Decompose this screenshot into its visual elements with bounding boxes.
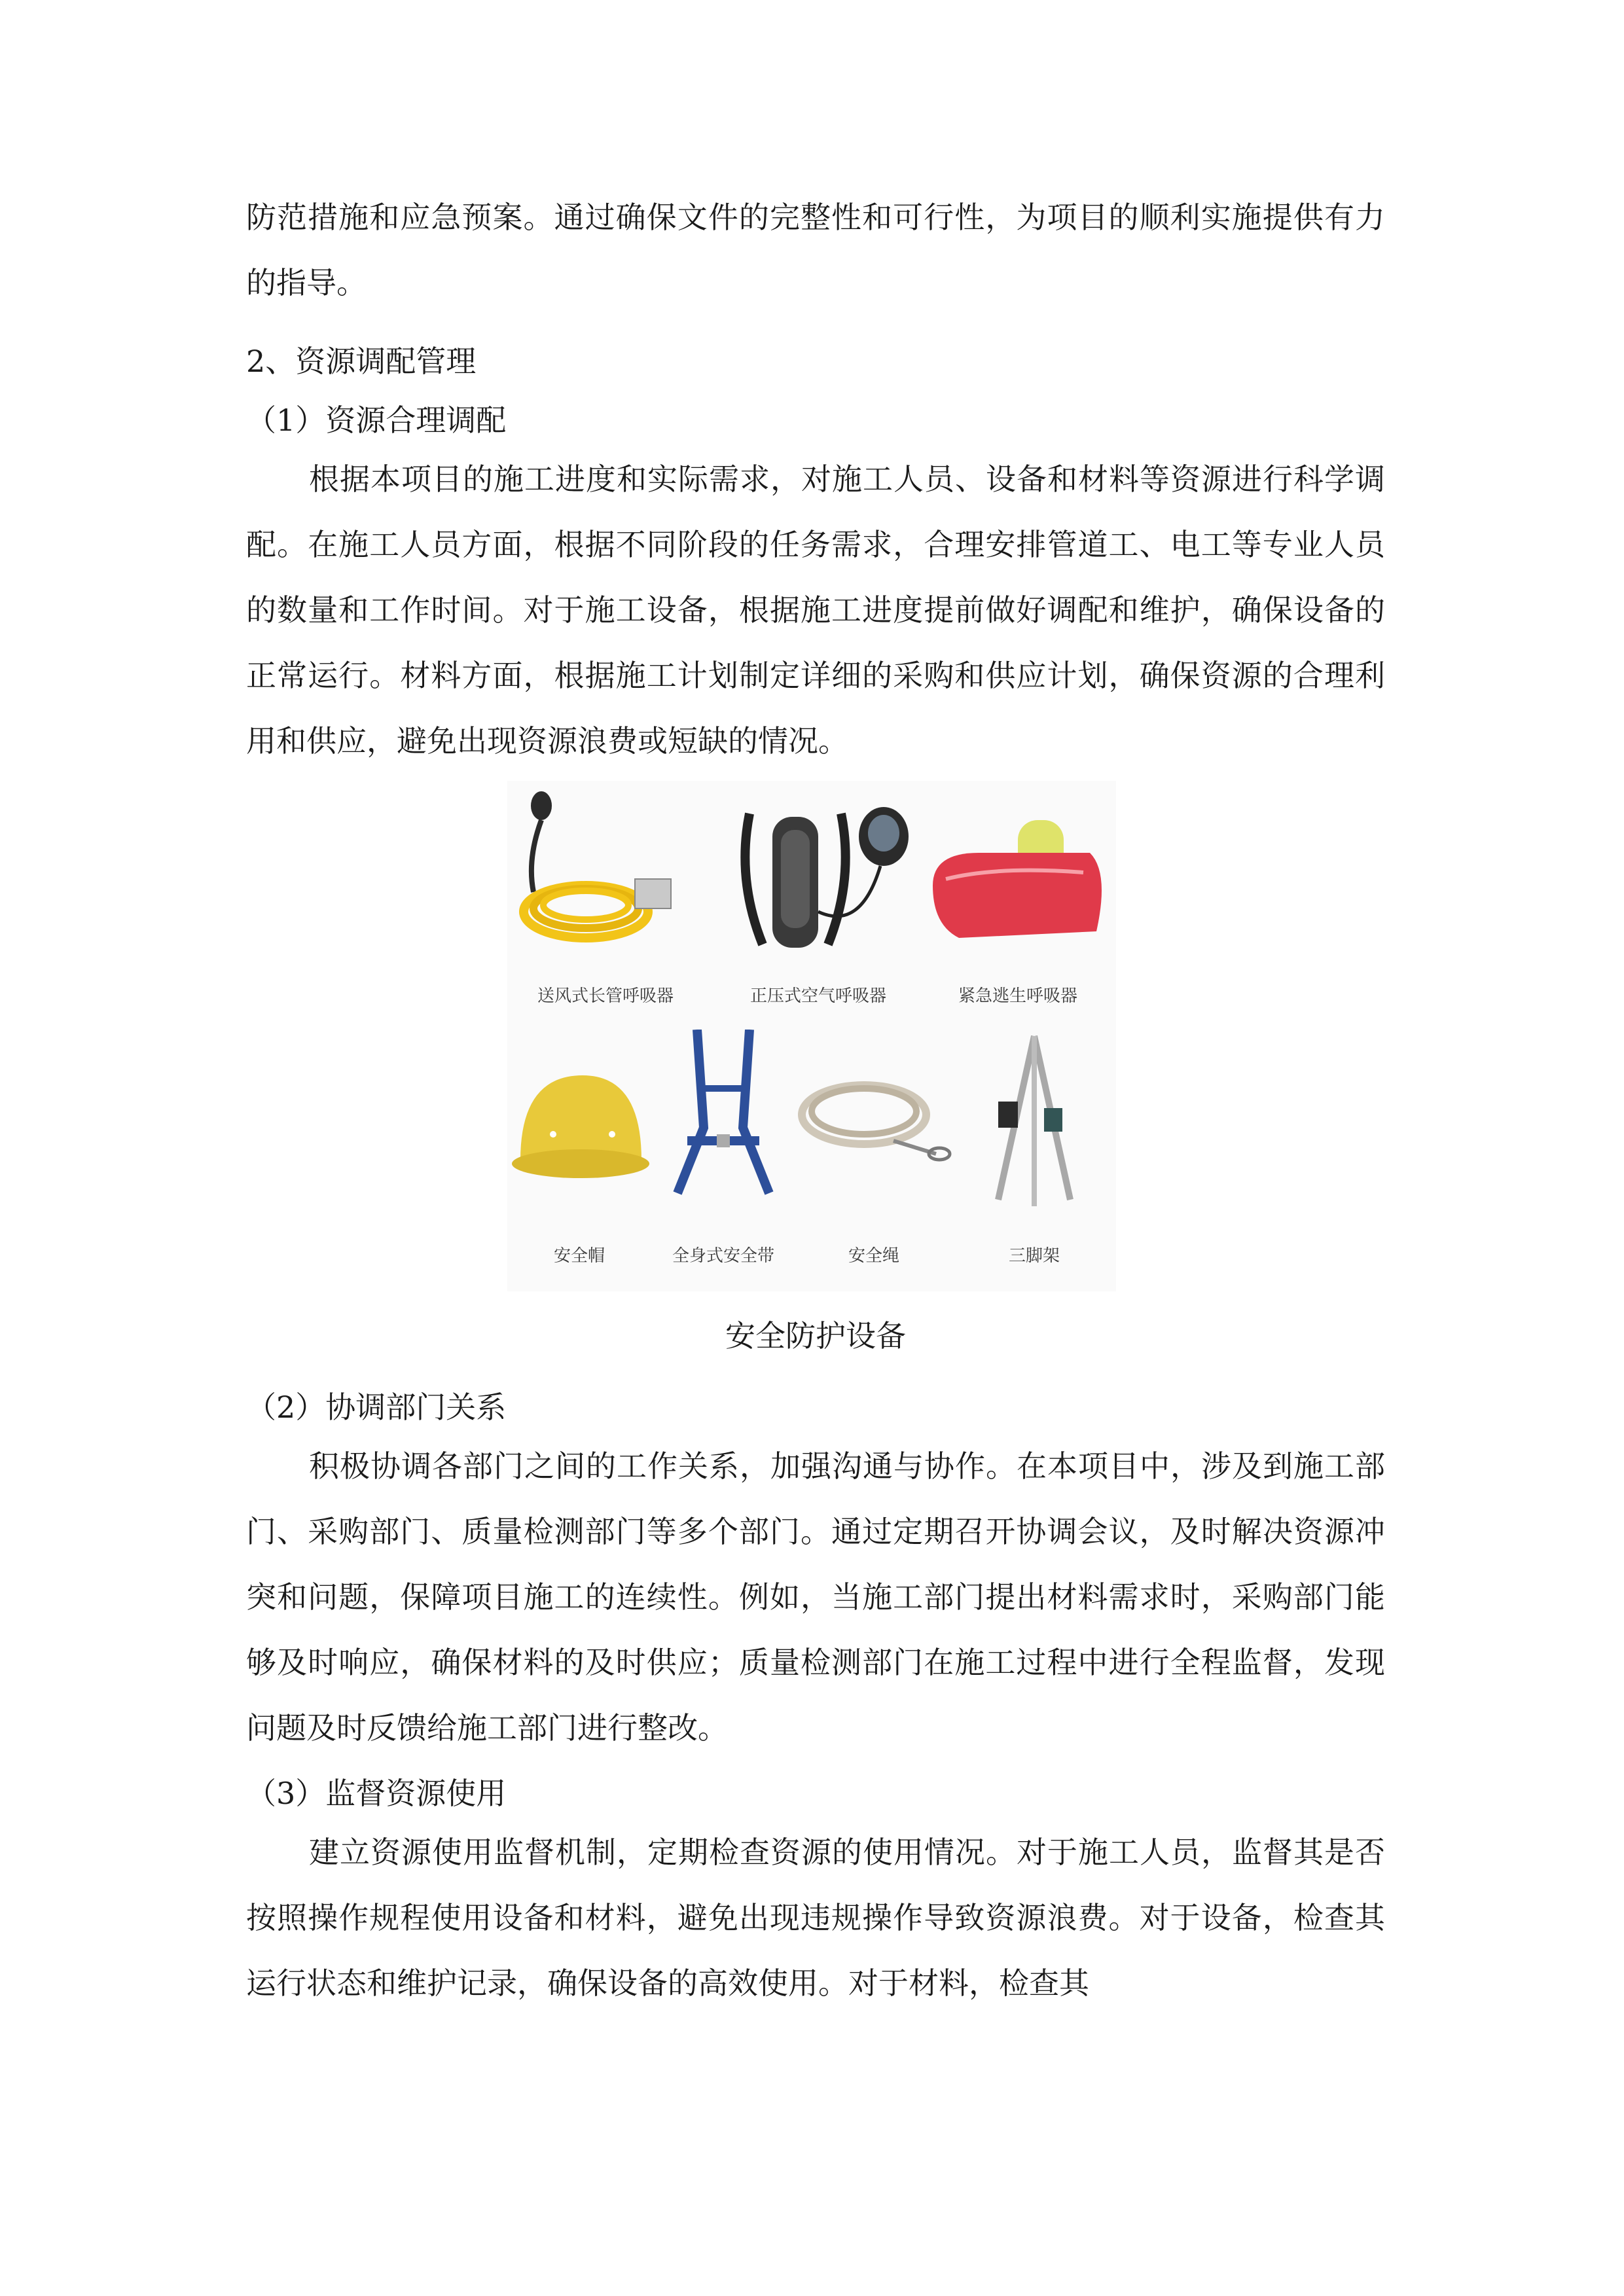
paragraph-supervision: 建立资源使用监督机制，定期检查资源的使用情况。对于施工人员，监督其是否按照操作规程使用设备和材料，避免出现违规操作导致资源浪费。对于设备，检查其运行状态和维护记录，确保设备的高效使用。对于材料，检查其: [246, 1835, 1385, 2001]
label-helmet: 安全帽: [553, 1246, 605, 1266]
hose-respirator-image: [507, 781, 704, 1006]
label-tripod: 三脚架: [1008, 1246, 1060, 1266]
subheading-supervise-usage: （3）监督资源使用: [246, 1776, 507, 1811]
label-hose-respirator: 送风式长管呼吸器: [537, 986, 674, 1006]
escape-respirator-image: [920, 781, 1116, 1006]
label-scba: 正压式空气呼吸器: [749, 986, 886, 1006]
figure-caption: 安全防护设备: [725, 1318, 906, 1354]
label-harness: 全身式安全带: [672, 1246, 774, 1266]
paragraph-allocation: 根据本项目的施工进度和实际需求，对施工人员、设备和材料等资源进行科学调配。在施工人员方面，根据不同阶段的任务需求，合理安排管道工、电工等专业人员的数量和工作时间。对于施工设备，根据施工进度提前做好调配和维护，确保设备的正常运行。材料方面，根据施工计划制定详细的采购和供应计划，确保资源的合理利用和供应，避免出现资源浪费或短缺的情况。: [246, 461, 1385, 759]
label-rope: 安全绳: [848, 1246, 899, 1266]
paragraph-coordination: 积极协调各部门之间的工作关系，加强沟通与协作。在本项目中，涉及到施工部门、采购部门、质量检测部门等多个部门。通过定期召开协调会议，及时解决资源冲突和问题，保障项目施工的连续性。例如，当施工部门提出材料需求时，采购部门能够及时响应，确保材料的及时供应；质量检测部门在施工过程中进行全程监督，发现问题及时反馈给施工部门进行整改。: [246, 1448, 1385, 1746]
subheading-reasonable-allocation: （1）资源合理调配: [246, 403, 507, 438]
section-heading-resource-allocation: 2、资源调配管理: [246, 344, 477, 379]
label-escape-respirator: 紧急逃生呼吸器: [958, 986, 1077, 1006]
tripod-image: [952, 1030, 1116, 1291]
safety-equipment-figure: [507, 781, 1116, 1291]
paragraph-continuation: 防范措施和应急预案。通过确保文件的完整性和可行性，为项目的顺利实施提供有力的指导。: [246, 200, 1385, 300]
scba-image: [710, 781, 926, 1006]
subheading-coordinate-departments: （2）协调部门关系: [246, 1390, 507, 1425]
harness-image: [651, 1030, 795, 1291]
rope-image: [795, 1030, 952, 1291]
